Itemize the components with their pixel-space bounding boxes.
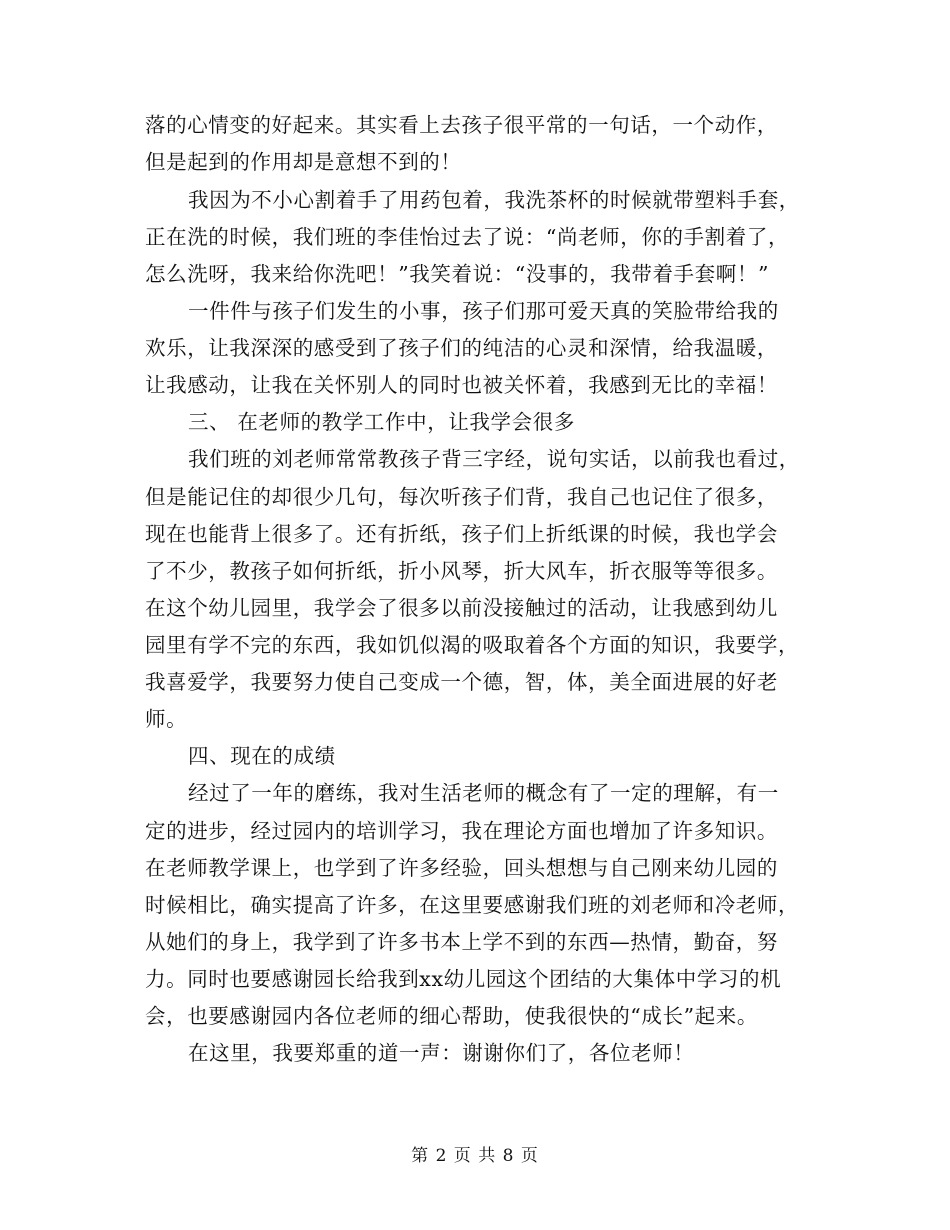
text-line: 正在洗的时候，我们班的李佳怡过去了说：“尚老师，你的手割着了， — [145, 225, 790, 249]
text-line: 欢乐，让我深深的感受到了孩子们的纯洁的心灵和深情，给我温暖， — [145, 336, 778, 360]
text-line: 从她们的身上，我学到了许多书本上学不到的东西—热情，勤奋，努 — [145, 930, 778, 954]
text-line: 在这里，我要郑重的道一声：谢谢你们了，各位老师！ — [188, 1041, 695, 1065]
text-line: 让我感动，让我在关怀别人的同时也被关怀着，我感到无比的幸福！ — [145, 373, 778, 397]
text-line: 了不少，教孩子如何折纸，折小风琴，折大风车，折衣服等等很多。 — [145, 559, 778, 583]
text-line: 师。 — [145, 707, 188, 731]
text-line: 我喜爱学，我要努力使自己变成一个德，智，体，美全面进展的好老 — [145, 670, 778, 694]
text-line: 但是起到的作用却是意想不到的！ — [145, 150, 462, 174]
text-line: 力。同时也要感谢园长给我到xx幼儿园这个团结的大集体中学习的机 — [145, 967, 782, 991]
text-line: 但是能记住的却很少几句，每次听孩子们背，我自己也记住了很多， — [145, 485, 778, 509]
text-line: 定的进步，经过园内的培训学习，我在理论方面也增加了许多知识。 — [145, 819, 778, 843]
section-heading: 四、现在的成绩 — [188, 744, 336, 768]
text-line: 我因为不小心割着手了用药包着，我洗茶杯的时候就带塑料手套， — [188, 188, 800, 212]
text-line: 怎么洗呀，我来给你洗吧！”我笑着说：“没事的，我带着手套啊！” — [145, 262, 770, 286]
page-number-footer: 第 2 页 共 8 页 — [411, 1146, 539, 1166]
text-line: 我们班的刘老师常常教孩子背三字经，说句实话，以前我也看过， — [188, 447, 800, 471]
text-line: 在这个幼儿园里，我学会了很多以前没接触过的活动，让我感到幼儿 — [145, 596, 778, 620]
text-line: 经过了一年的磨练，我对生活老师的概念有了一定的理解，有一 — [188, 781, 779, 805]
text-line: 时候相比，确实提高了许多，在这里要感谢我们班的刘老师和冷老师， — [145, 893, 800, 917]
text-line: 园里有学不完的东西，我如饥似渴的吸取着各个方面的知识，我要学， — [145, 633, 800, 657]
text-line: 会，也要感谢园内各位老师的细心帮助，使我很快的“成长”起来。 — [145, 1004, 758, 1028]
text-line: 现在也能背上很多了。还有折纸，孩子们上折纸课的时候，我也学会 — [145, 522, 778, 546]
text-line: 落的心情变的好起来。其实看上去孩子很平常的一句话，一个动作， — [145, 113, 778, 137]
text-line: 在老师教学课上，也学到了许多经验，回头想想与自己刚来幼儿园的 — [145, 856, 778, 880]
section-heading: 三、 在老师的教学工作中，让我学会很多 — [188, 410, 575, 434]
text-line: 一件件与孩子们发生的小事，孩子们那可爱天真的笑脸带给我的 — [188, 299, 779, 323]
